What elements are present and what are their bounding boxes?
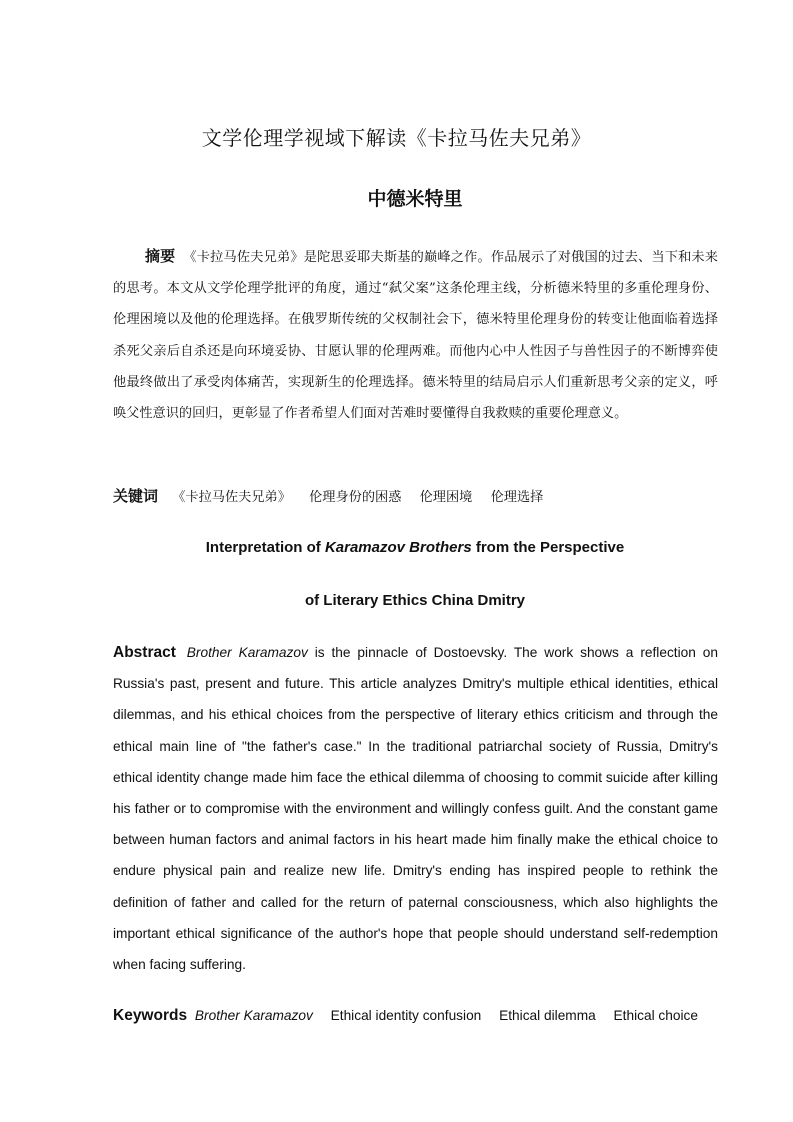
english-keyword-italic: Brother Karamazov xyxy=(194,1008,313,1023)
chinese-abstract-text: 《卡拉马佐夫兄弟》是陀思妥耶夫斯基的巅峰之作。作品展示了对俄国的过去、当下和未来的思考。本文从文学伦理学批评的角度，通过“弑父案”这条伦理主线，分析德米特里的多重伦理身份、伦理困境以及他的伦理选择。在俄罗斯传统的父权制社会下，德米特里伦理身份的转变让他面临着选择杀死父亲后自杀还是向环境妥协、甘愿认罪的伦理两难。而他内心中人性因子与兽性因子的不断博弈使他最终做出了承受肉体痛苦，实现新生的伦理选择。德米特里的结局启示人们重新思考父亲的定义，呼唤父性意识的回归，更彰显了作者希望人们面对苦难时要懂得自我救赎的重要伦理意义。 xyxy=(113,250,718,422)
english-title-post: from the Perspective xyxy=(471,539,625,556)
chinese-abstract-label: 摘要 xyxy=(145,247,176,265)
english-abstract-label: Abstract xyxy=(113,644,176,661)
chinese-keyword: 伦理选择 xyxy=(490,490,544,505)
chinese-keywords xyxy=(113,483,733,511)
english-keywords-label: Keywords xyxy=(113,1007,188,1024)
english-keywords xyxy=(113,1003,733,1029)
english-keyword: Ethical choice xyxy=(613,1008,698,1023)
english-abstract-text: is the pinnacle of Dostoevsky. The work shows a reflection on Russia's past, present and future. This article analyzes Dmitry's multiple ethical identities, ethical dilemmas, and his ethical choices from the perspective of literary ethics criticism and through the ethical main line of "the father's case." In the traditional patriarchal society of Russia, Dmitry's ethical identity change made him face the ethical dilemma of choosing to commit suicide after killing his father or to compromise with the environment and willingly confess guilt. And the constant game between human factors and animal factors in his heart made him finally make the ethical choice to endure physical pain and realize new life. Dmitry's ending has inspired people to rethink the definition of father and called for the return of paternal consciousness, which also highlights the important ethical significance of the author's hope that people should understand self-redemption when facing suffering. xyxy=(113,645,718,973)
chinese-keyword: 《卡拉马佐夫兄弟》 xyxy=(172,490,291,505)
chinese-keywords-label: 关键词 xyxy=(113,487,159,505)
english-title-pre: Interpretation of xyxy=(205,539,325,556)
english-title-line-2: of Literary Ethics China Dmitry xyxy=(304,592,526,609)
english-title-line-1 xyxy=(0,539,793,556)
chinese-abstract xyxy=(113,241,718,429)
english-title-italic: Karamazov Brothers xyxy=(324,539,472,556)
chinese-keyword: 伦理身份的困惑 xyxy=(309,490,402,505)
chinese-title: 文学伦理学视域下解读《卡拉马佐夫兄弟》 xyxy=(201,126,592,150)
english-keyword: Ethical dilemma xyxy=(499,1008,596,1023)
english-abstract xyxy=(113,637,718,980)
chinese-author: 中德米特里 xyxy=(367,188,463,210)
english-keyword: Ethical identity confusion xyxy=(330,1008,482,1023)
chinese-keyword: 伦理困境 xyxy=(419,490,473,505)
english-abstract-italic-title: Brother Karamazov xyxy=(186,645,308,660)
